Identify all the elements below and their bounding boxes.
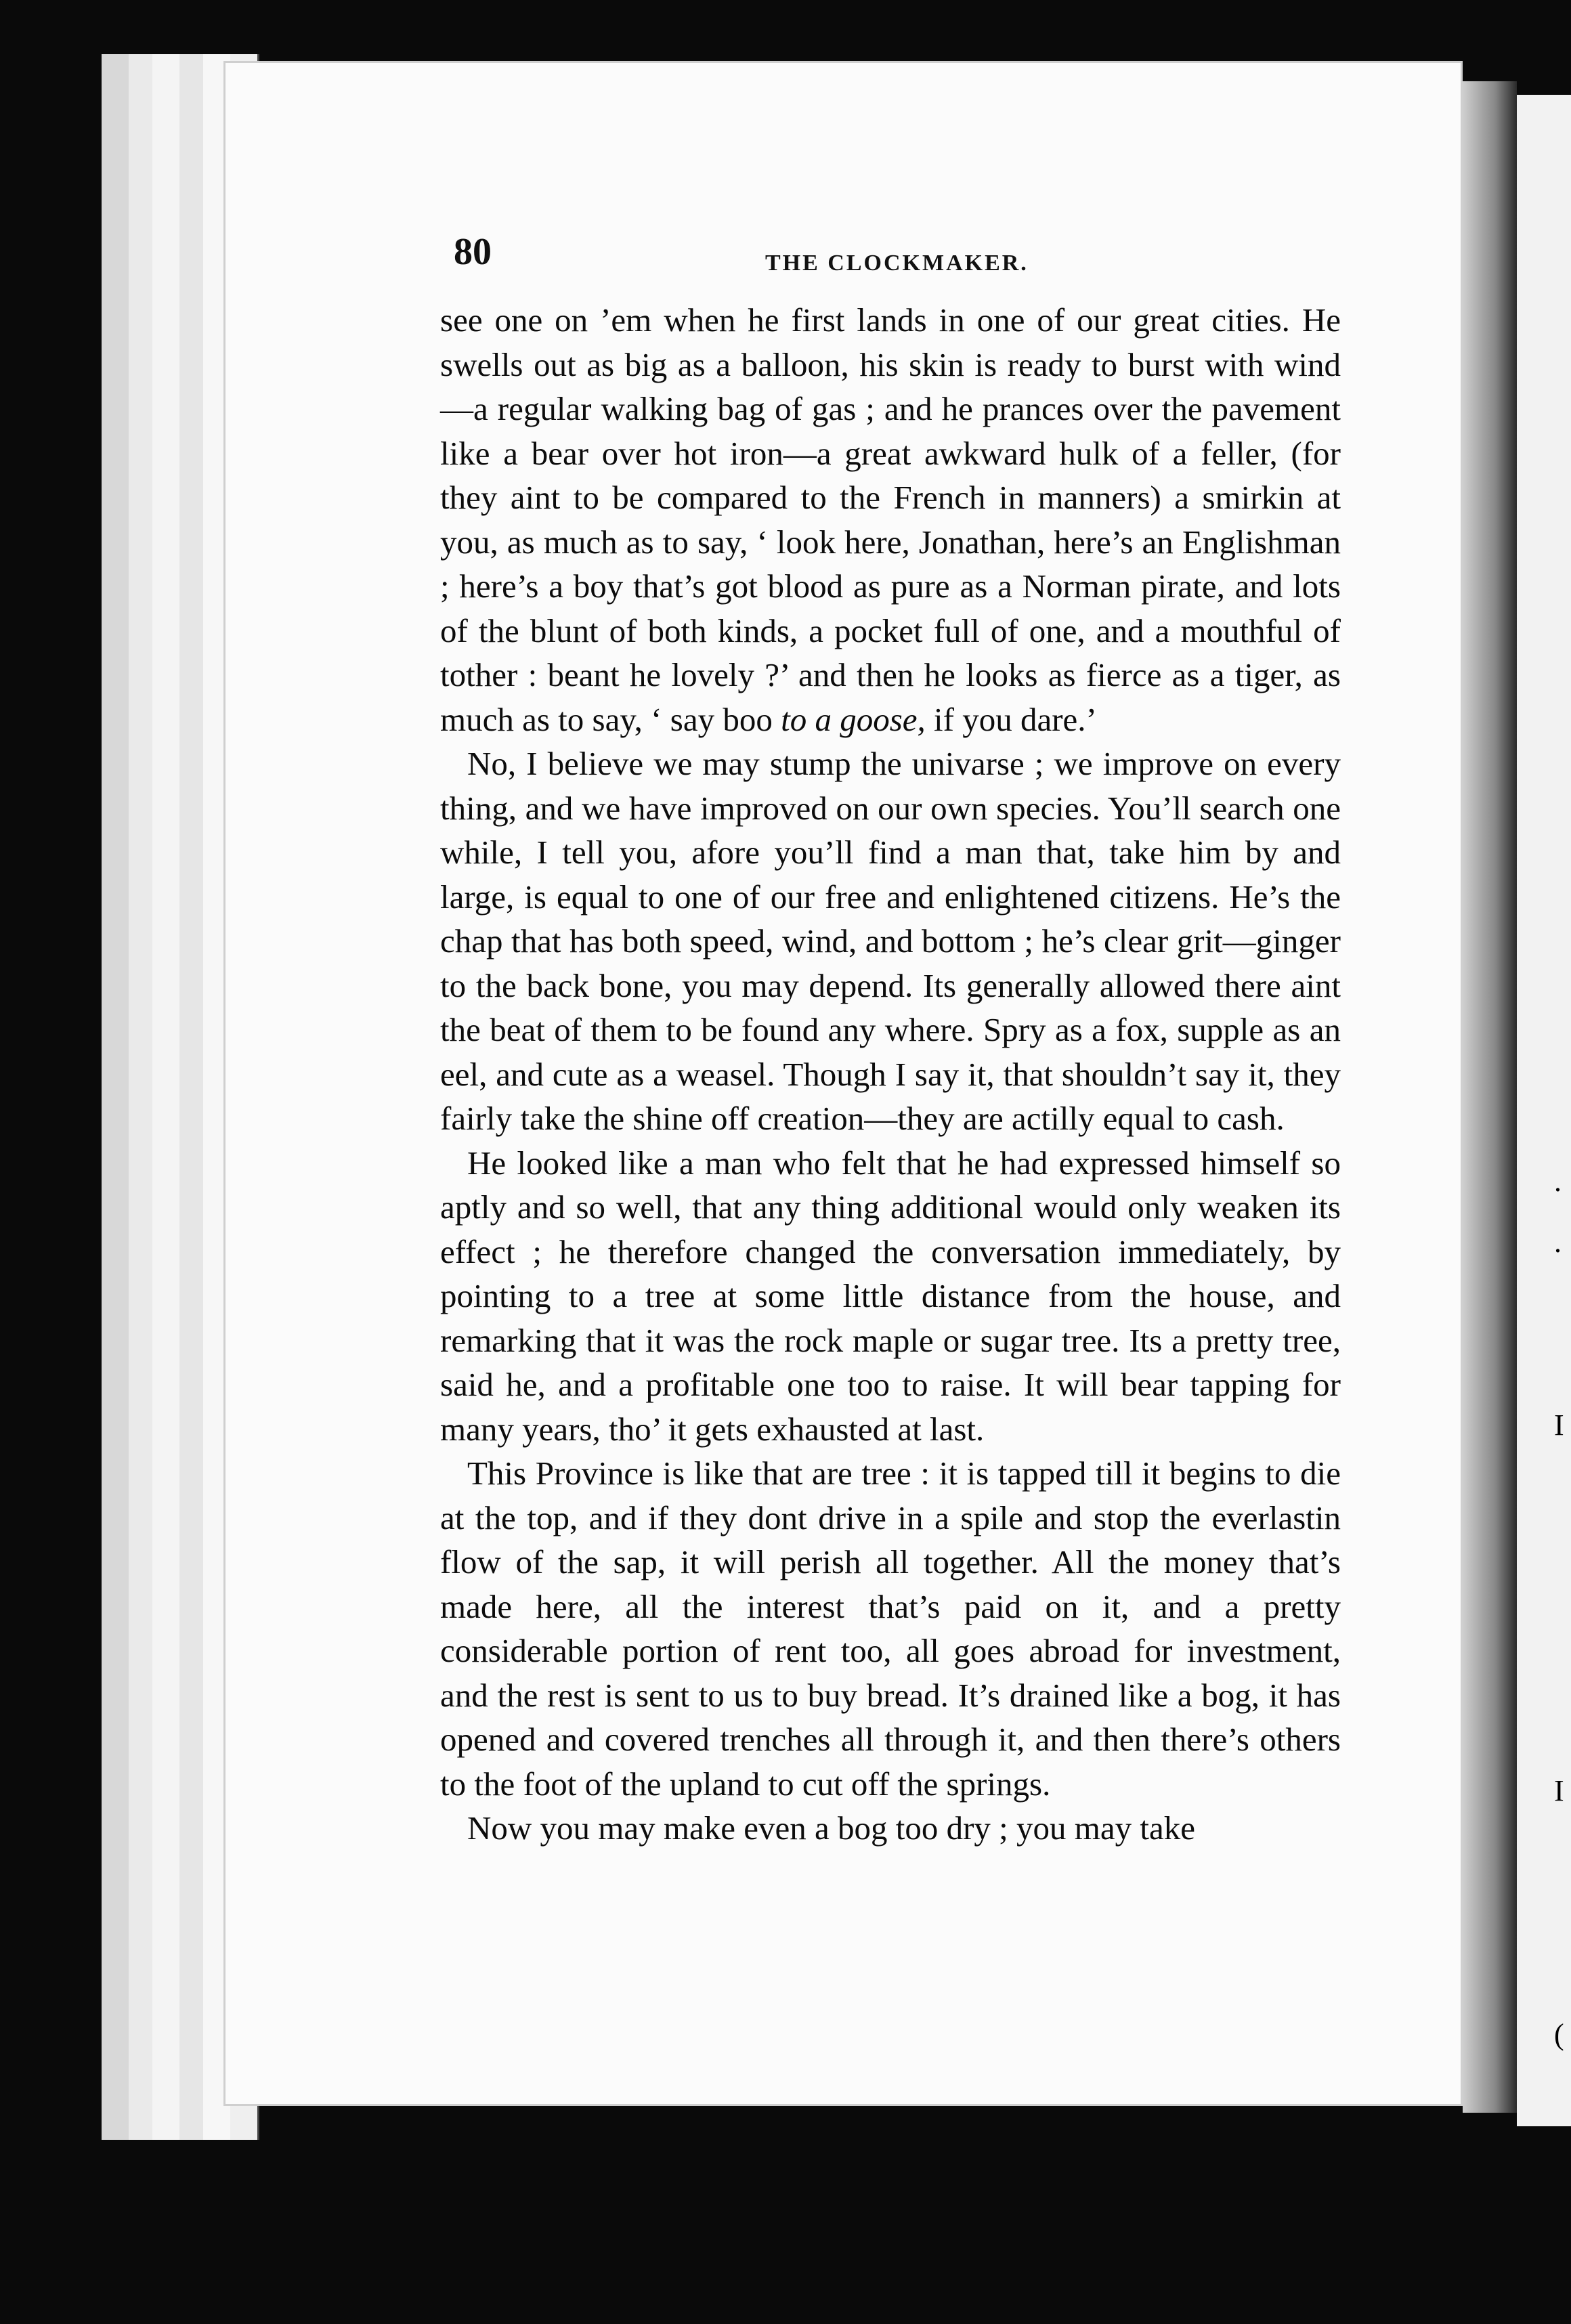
running-head: THE CLOCKMAKER. [765,251,1029,276]
page-edge [102,54,131,2140]
paragraph-text: see one on ’em when he first lands in one of our great cities. He swells out as big as a balloon, his skin is ready to burst with wind—a regular walking bag of gas ; and he prances over the pavement like a bear over hot iron—a great awkward hulk of a feller, (for they aint to be compared to the French in manners) a smirkin at you, as much as to say, ‘ look here, Jonathan, here’s an Englishman ; here’s a boy that’s got blood as pure as a Norman pirate, and lots of the blunt of both kinds, a pocket full of one, and a mouthful of tother : beant he lovely ?’ and then he looks as fierce as a tiger, as much as to say, ‘ say boo [440,301,1341,738]
paragraph [440,298,1341,741]
page-number: 80 [454,231,492,273]
paragraph: He looked like a man who felt that he had expressed himself so aptly and so well, that any thing additional would only weaken its effect ; he therefore changed the conversation immediately, by pointing to a tree at some little distance from the house, and remarking that it was the rock maple or sugar tree. Its a pretty tree, said he, and a profitable one too to raise. It will bear tapping for many years, tho’ it gets exhausted at last. [440,1144,1341,1448]
body-text [440,298,1341,1851]
page-edge [129,54,154,2140]
paragraph: This Province is like that are tree : it is tapped till it begins to die at the top, and if they dont drive in a spile and stop the everlastin flow of the sap, it will perish all together. All the money that’s made here, all the interest that’s paid on it, and a pretty considerable portion of rent too, all goes abroad for investment, and the rest is sent to us to buy bread. It’s drained like a bog, it has opened and covered trenches all through it, and then there’s others to the foot of the upland to cut off the springs. [440,1455,1341,1803]
paragraph: Now you may make even a bog too dry ; you may take [467,1809,1196,1847]
page-edge [179,54,205,2140]
italic-phrase: to a goose, [781,700,926,738]
paragraph-text: if you dare.’ [925,700,1097,738]
paragraph: No, I believe we may stump the univarse ; we improve on every thing, and we have improved on our own species. You’ll search one while, I tell you, afore you’ll find a man that, take him by and large, is equal to one of our free and enlightened citizens. He’s the chap that has both speed, wind, and bottom ; he’s clear grit—ginger to the back bone, you may depend. Its generally allowed there aint the beat of them to be found any where. Spry as a fox, supple as an eel, and cute as a weasel. Though I say it, that shouldn’t say it, they fairly take the shine off creation—they are actilly equal to cash. [440,745,1341,1137]
facing-page-fragments: . . I I ( [1554,1165,1564,2051]
book-gutter [1463,81,1517,2113]
page-header [454,230,1354,284]
page-edge [152,54,181,2140]
